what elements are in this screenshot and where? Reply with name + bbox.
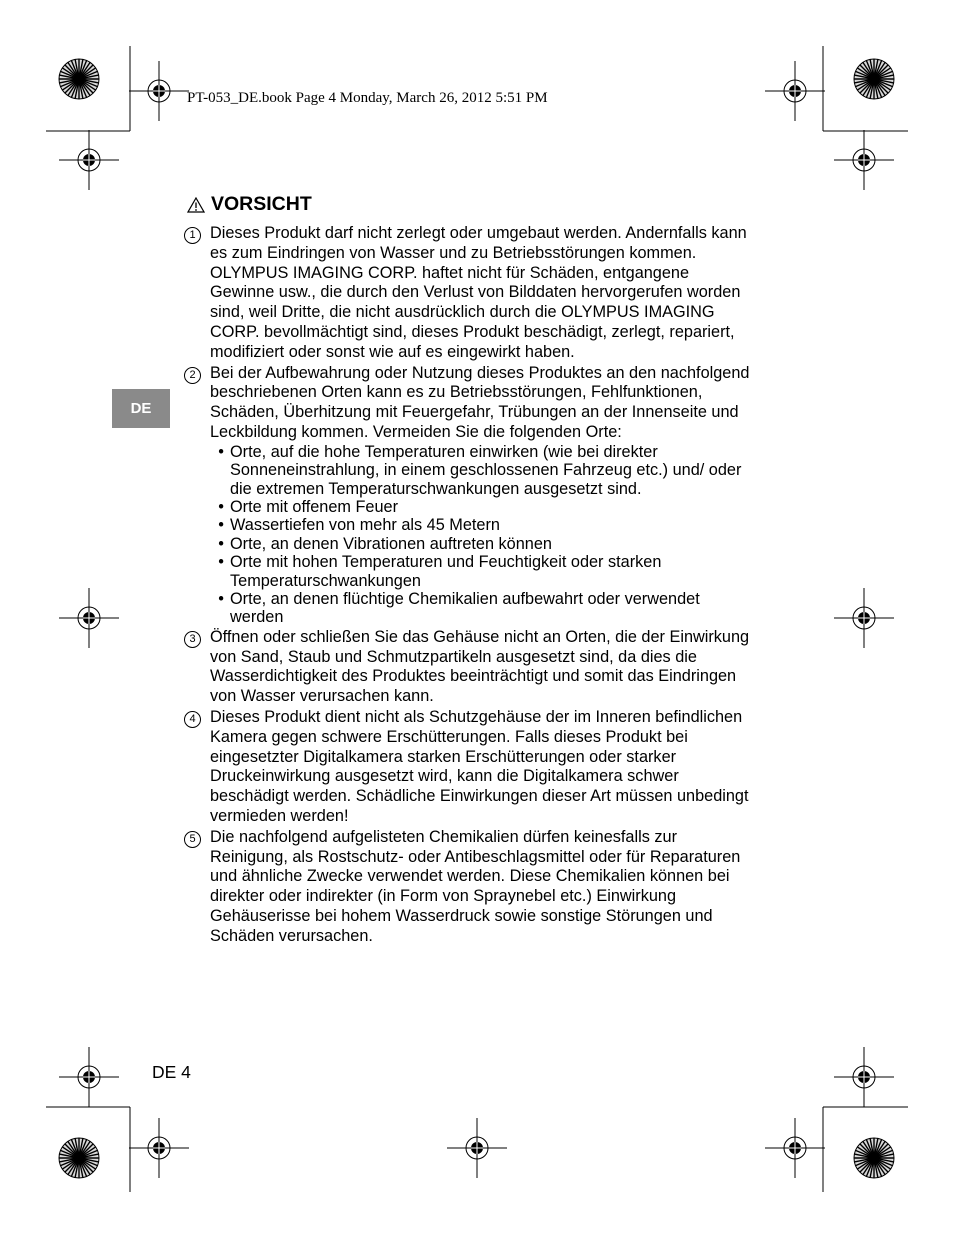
print-slug: PT-053_DE.book Page 4 Monday, March 26, 2012 5:51 PM (187, 90, 548, 106)
item-number: 4 (184, 711, 201, 728)
bullet-item: • Orte, an denen Vibrationen auftreten können (218, 534, 552, 553)
caution-item (184, 364, 754, 627)
item-number: 3 (184, 631, 201, 648)
item-number: 5 (184, 831, 201, 848)
warning-triangle-icon (187, 197, 205, 213)
bullet-list (210, 443, 754, 627)
caution-item (184, 828, 754, 947)
bullet-item: • Orte, an denen flüchtige Chemikalien aufbewahrt oder verwendet werden (218, 590, 700, 627)
item-number: 1 (184, 227, 201, 244)
bullet-item: • Wassertiefen von mehr als 45 Metern (218, 516, 500, 535)
language-tab: DE (112, 389, 170, 428)
section-title: VORSICHT (211, 193, 312, 215)
bullet-item: • Orte, auf die hohe Temperaturen einwirken (wie bei direkter Sonneneinstrahlung, in einem geschlossenen Fahrzeug etc.) und/ oder die extremen Temperaturschwankungen ausgesetzt sind. (218, 442, 742, 498)
item-text: Dieses Produkt darf nicht zerlegt oder umgebaut werden. Andernfalls kann es zum Eindringen von Wasser und zu Betriebsstörungen kommen. OLYMPUS IMAGING CORP. haftet nicht für Schäden, entgangene Gewinne usw., die durch den Verlust von Bilddaten hervorgerufen worden sind, weil Dritte, die nicht ausdrücklich durch die OLYMPUS IMAGING CORP. bevollmächtigt sind, dieses Produkt beschädigt, zerlegt, repariert, modifiziert oder sonst wie auf es eingewirkt haben. (210, 224, 747, 361)
caution-item (184, 708, 754, 827)
page-number: DE 4 (152, 1062, 191, 1082)
caution-list (184, 224, 754, 948)
item-text: Die nachfolgend aufgelisteten Chemikalien dürfen keinesfalls zur Reinigung, als Rostschutz- oder Antibeschlagsmittel oder für Reparaturen und ähnliche Zwecke verwendet werden. Diese Chemikalien können bei direkter oder indirekter (in Form von Spraynebel etc.) Einwirkung Gehäuserisse bei hohem Wasserdruck sowie sonstige Störungen und Schäden verursachen. (210, 827, 741, 945)
bullet-item: • Orte mit hohen Temperaturen und Feuchtigkeit oder starken Temperaturschwankungen (218, 553, 662, 590)
item-number: 2 (184, 367, 201, 384)
bullet-item: • Orte mit offenem Feuer (218, 497, 399, 516)
caution-item (184, 628, 754, 707)
item-text: Bei der Aufbewahrung oder Nutzung dieses Produktes an den nachfolgend beschriebenen Orten kann es zu Betriebsstörungen, Fehlfunktionen, Schäden, Überhitzung mit Feuergefahr, Trübungen an der Innenseite und Leckbildung kommen. Vermeiden Sie die folgenden Orte: (210, 363, 750, 441)
item-text: Öffnen oder schließen Sie das Gehäuse nicht an Orten, die der Einwirkung von Sand, Staub und Schmutzpartikeln ausgesetzt sind, da dies die Wasserdichtigkeit des Produktes beeinträchtigt und somit das Eindringen von Wasser verursachen kann. (210, 627, 750, 706)
item-text: Dieses Produkt dient nicht als Schutzgehäuse der im Inneren befindlichen Kamera gegen schwere Erschütterungen. Falls dieses Produkt bei eingesetzter Digitalkamera starken Erschütterungen oder starker Druckeinwirkung ausgesetzt wird, kann die Digitalkamera schwer beschädigt werden. Schädliche Einwirkungen dieser Art müssen unbedingt vermieden werden! (210, 708, 749, 825)
section-heading (187, 193, 312, 216)
caution-item (184, 224, 754, 363)
